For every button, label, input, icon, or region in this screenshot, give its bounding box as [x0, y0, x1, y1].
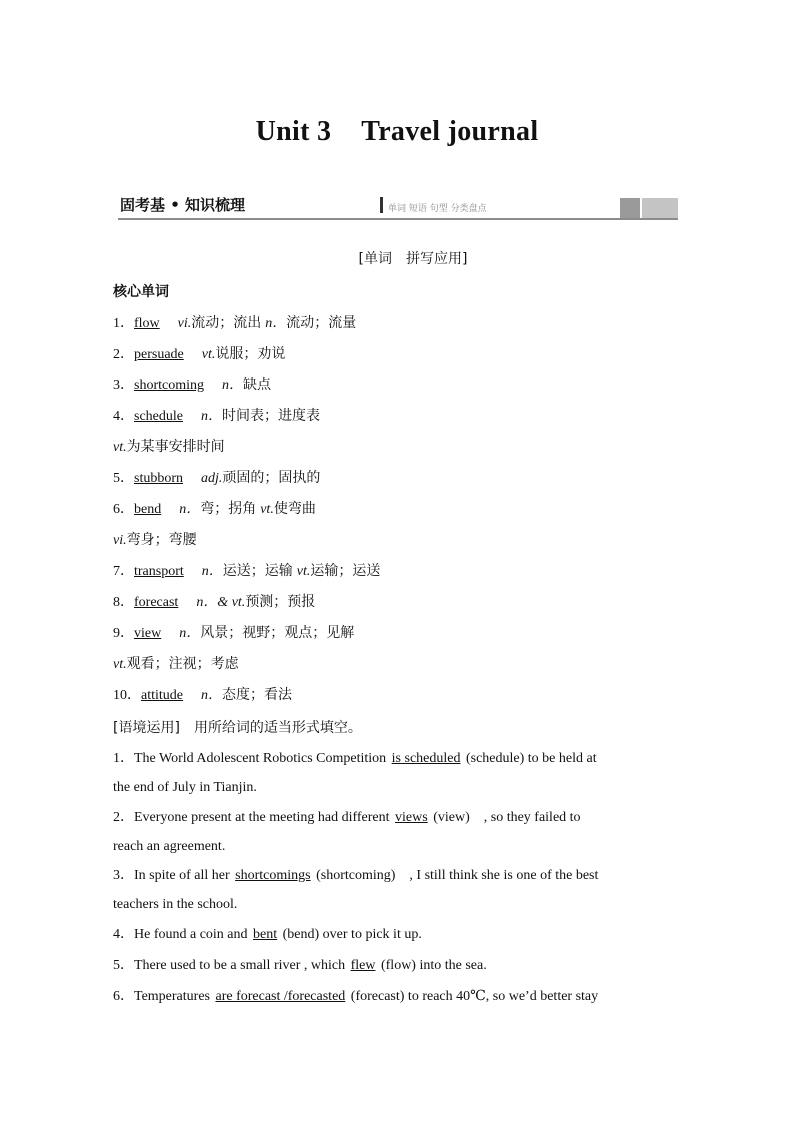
page-title [0, 116, 794, 148]
context-label: [语境运用] [113, 720, 180, 736]
sentence-answer: bent [253, 927, 278, 942]
sentence-text-after: (forecast) to reach 40℃, so we’d better stay [350, 989, 599, 1004]
word-definition: 时间表；进度表 [221, 408, 320, 424]
sentence-text-after: (flow) into the sea. [380, 958, 487, 973]
exercise-sentence [113, 744, 679, 802]
part-of-speech: vt. [201, 347, 216, 362]
word-number: 10． [113, 688, 141, 703]
sentence-answer: flew [350, 958, 376, 973]
part-of-speech: vt. [113, 657, 127, 672]
part-of-speech: vt. [113, 440, 127, 455]
part-of-speech: adj. [201, 471, 223, 486]
word-definition: 观看；注视；考虑 [126, 656, 239, 672]
word-definition: 流动；流出 [191, 315, 262, 331]
sentence-text-before: 4．He found a coin and [113, 927, 248, 942]
word-number: 7． [113, 564, 134, 579]
part-of-speech: n． [200, 409, 222, 424]
word-number: 9． [113, 626, 134, 641]
sentence-text-after: (view) , so they failed to [433, 810, 581, 825]
sentence-line-1 [113, 803, 679, 832]
exercise-sentence [113, 951, 679, 980]
word-entry [113, 498, 316, 518]
sentence-line-1 [113, 982, 679, 1011]
sentence-text-before: 1．The World Adolescent Robotics Competition [113, 751, 387, 766]
part-of-speech: n． [179, 626, 201, 641]
context-instruction [113, 717, 362, 737]
exercise-sentence [113, 803, 679, 861]
word-entry [113, 405, 320, 425]
sentence-text-before: 6．Temperatures [113, 989, 210, 1004]
core-words-heading: 核心单词 [113, 284, 169, 300]
word-definition: 风景；视野；观点；见解 [200, 625, 355, 641]
sentence-line-2: reach an agreement. [113, 839, 226, 854]
word-definition: 运送；运输 [222, 563, 293, 579]
banner-main-text: 固考基 • 知识梳理 [120, 196, 246, 214]
sentence-text-before: 2．Everyone present at the meeting had different [113, 810, 390, 825]
part-of-speech: n． [179, 502, 201, 517]
word-definition: 缺点 [243, 377, 271, 393]
part-of-speech: n． [201, 564, 223, 579]
word-number: 2． [113, 347, 134, 362]
context-instruction-text: 用所给词的适当形式填空。 [193, 720, 362, 736]
word-definition-2: 使弯曲 [273, 501, 316, 517]
word-entry [113, 560, 380, 580]
sentence-answer: views [395, 810, 428, 825]
banner-decor-block-light [642, 198, 678, 218]
word-definition: 说服；劝说 [215, 346, 286, 362]
sentence-line-1 [113, 920, 679, 949]
unit-name: Travel journal [361, 116, 539, 147]
word-entry [113, 436, 225, 456]
sentence-answer: are forecast /forecasted [215, 989, 346, 1004]
part-of-speech-2: n． [265, 316, 287, 331]
word-answer: forecast [134, 595, 179, 610]
word-answer: transport [134, 564, 184, 579]
sentence-line-1 [113, 744, 679, 773]
word-number: 8． [113, 595, 134, 610]
word-definition: 态度；看法 [222, 687, 292, 703]
word-answer: stubborn [134, 471, 183, 486]
sentence-line-1 [113, 951, 679, 980]
word-number: 4． [113, 409, 134, 424]
word-answer: bend [134, 502, 162, 517]
word-entry [113, 591, 315, 611]
sentence-text-after: (schedule) to be held at [465, 751, 597, 766]
word-number: 5． [113, 471, 134, 486]
exercise-sentence [113, 982, 679, 1011]
sentence-answer: shortcomings [235, 868, 311, 883]
word-entry [113, 529, 197, 549]
word-entry [113, 374, 271, 394]
part-of-speech: vi. [113, 533, 127, 548]
section-title: [单词 拼写应用] [358, 251, 468, 267]
sentence-text-before: 3．In spite of all her [113, 868, 230, 883]
sentence-line-2: teachers in the school. [113, 897, 238, 912]
part-of-speech: n．& vt. [196, 595, 246, 610]
word-number: 3． [113, 378, 134, 393]
sentence-text-before: 5．There used to be a small river , which [113, 958, 346, 973]
banner-subtitle: 单词 短语 句型 分类盘点 [388, 204, 487, 214]
word-entry [113, 343, 285, 363]
word-entry [113, 653, 239, 673]
word-number: 1． [113, 316, 134, 331]
word-definition: 为某事安排时间 [126, 439, 225, 455]
word-answer: flow [134, 316, 160, 331]
word-entry [113, 467, 320, 487]
word-definition: 弯；拐角 [200, 501, 257, 517]
word-entry [113, 622, 354, 642]
sentence-line-1 [113, 861, 679, 890]
word-definition: 顽固的；固执的 [222, 470, 321, 486]
word-answer: attitude [141, 688, 183, 703]
sentence-text-after: (shortcoming) , I still think she is one of the best [316, 868, 599, 883]
word-definition-2: 运输；运送 [310, 563, 381, 579]
word-answer: shortcoming [134, 378, 204, 393]
part-of-speech-2: vt. [296, 564, 311, 579]
sentence-line-2: the end of July in Tianjin. [113, 780, 257, 795]
word-definition-2: 流动；流量 [286, 315, 357, 331]
exercise-sentence [113, 920, 679, 949]
sentence-answer: is scheduled [391, 751, 461, 766]
word-entry [113, 684, 292, 704]
word-definition: 预测；预报 [245, 594, 316, 610]
banner-decor-block-dark [620, 198, 640, 218]
word-answer: persuade [134, 347, 184, 362]
banner-divider [380, 197, 383, 213]
exercise-sentence [113, 861, 679, 919]
word-answer: schedule [134, 409, 183, 424]
part-of-speech: n． [201, 688, 222, 703]
word-number: 6． [113, 502, 134, 517]
word-entry [113, 312, 356, 332]
unit-number: Unit 3 [255, 116, 332, 147]
part-of-speech-2: vt. [260, 502, 274, 517]
word-definition: 弯身；弯腰 [126, 532, 197, 548]
part-of-speech: vi. [177, 316, 192, 331]
section-banner [118, 194, 678, 220]
sentence-text-after: (bend) over to pick it up. [282, 927, 422, 942]
part-of-speech: n． [222, 378, 243, 393]
word-answer: view [134, 626, 162, 641]
